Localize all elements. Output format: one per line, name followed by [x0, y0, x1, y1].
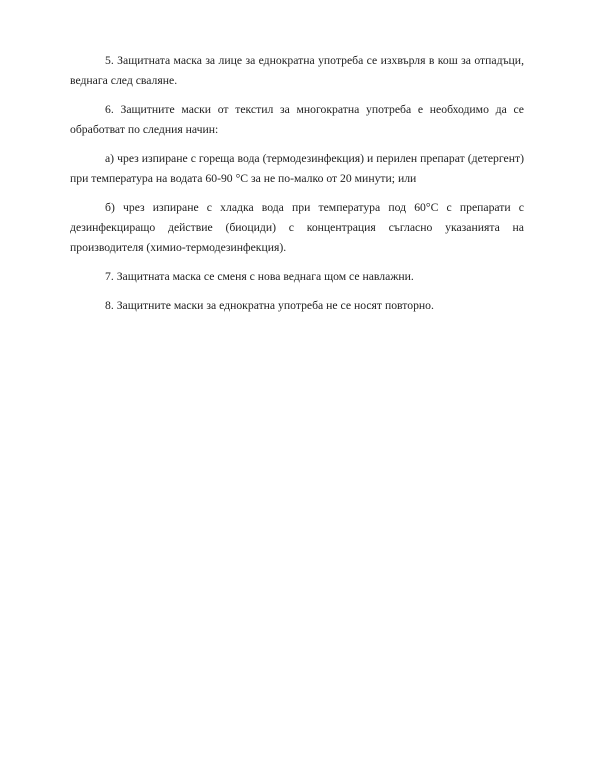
paragraph-6b: [70, 198, 524, 258]
text-line: 6. Защитните маски от текстил за многократна употреба е необходимо да се: [105, 103, 524, 116]
text-line: производителя (химио-термодезинфекция).: [70, 241, 287, 254]
text-line: 7. Защитната маска се сменя с нова веднага щом се навлажни.: [105, 270, 414, 283]
text-line: 5. Защитната маска за лице за еднократна употреба се изхвърля в кош за отпадъци,: [105, 54, 524, 67]
text-line: веднага след сваляне.: [70, 74, 178, 87]
text-line: обработват по следния начин:: [70, 123, 219, 136]
text-line: а) чрез изпиране с гореща вода (термодезинфекция) и перилен препарат (детергент): [105, 152, 524, 165]
paragraph-5: [70, 51, 524, 91]
paragraph-7: [70, 267, 524, 287]
text-line: 8. Защитните маски за еднократна употреба не се носят повторно.: [105, 299, 434, 312]
text-line: б) чрез изпиране с хладка вода при температура под 60°С с препарати с: [105, 201, 524, 214]
text-line: при температура на водата 60-90 °С за не по-малко от 20 минути; или: [70, 172, 417, 185]
paragraph-6a: [70, 149, 524, 189]
paragraph-8: [70, 296, 524, 316]
paragraph-6: [70, 100, 524, 140]
text-line: дезинфекциращо действие (биоциди) с концентрация съгласно указанията на: [70, 221, 524, 234]
document-body: [0, 0, 600, 316]
